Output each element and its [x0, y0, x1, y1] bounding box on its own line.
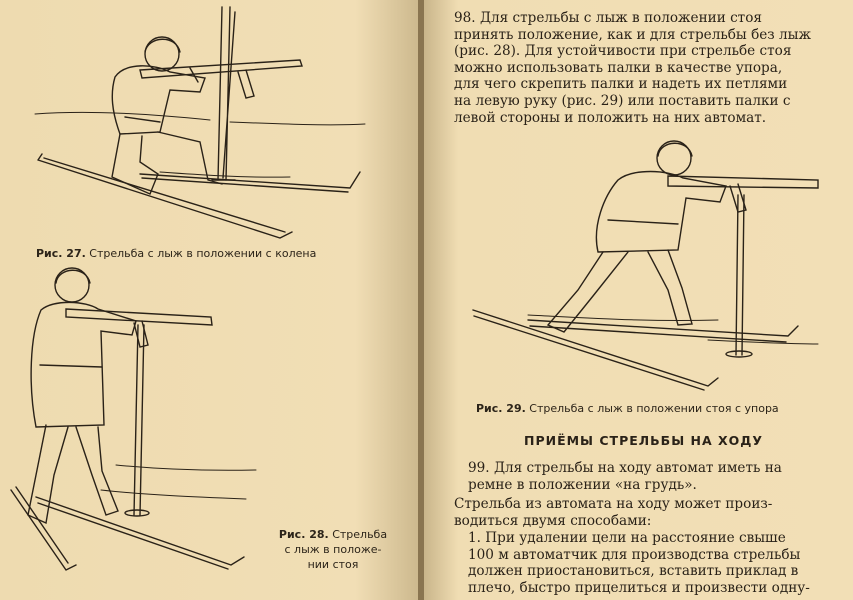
- left-page: [0, 0, 418, 600]
- figure-29-text: Стрельба с лыж в положении стоя с упора: [529, 402, 779, 415]
- figure-27-label: Рис. 27.: [36, 247, 86, 260]
- right-page: [424, 0, 853, 600]
- figure-29-caption: [476, 402, 779, 415]
- paragraph-98-line: для чего скрепить палки и надеть их петлями: [454, 76, 788, 93]
- figure-27-caption: [36, 247, 316, 260]
- paragraph-99: [468, 460, 848, 493]
- paragraph-methods-line: Стрельба из автомата на ходу может произ-: [454, 496, 773, 512]
- figure-28-label: Рис. 28.: [278, 528, 329, 541]
- paragraph-method-1-line: должен приостановиться, вставить приклад в: [468, 563, 799, 580]
- paragraph-99-line: ремне в положении «на грудь».: [468, 476, 697, 493]
- figure-28-illustration: [6, 265, 266, 585]
- paragraph-method-1-line: плечо, быстро прицелиться и произвести одну-: [468, 579, 810, 596]
- paragraph-methods: [454, 496, 849, 529]
- paragraph-98-line: 98. Для стрельбы с лыж в положении стоя: [454, 10, 762, 26]
- paragraph-method-1: [468, 530, 848, 596]
- paragraph-methods-line: водиться двумя способами:: [454, 512, 652, 529]
- figure-28-line-1: Стрельба: [332, 528, 388, 541]
- paragraph-98: [454, 10, 849, 126]
- figure-27-text: Стрельба с лыж в положении с колена: [89, 247, 317, 260]
- figure-27-illustration: [30, 2, 370, 242]
- figure-28-line-2: с лыж в положе-: [284, 543, 382, 556]
- figure-29-label: Рис. 29.: [476, 402, 526, 415]
- paragraph-method-1-line: 1. При удалении цели на расстояние свыше: [468, 530, 786, 546]
- paragraph-98-line: левой стороны и положить на них автомат.: [454, 109, 767, 126]
- paragraph-method-1-line: 100 м автоматчик для производства стрельбы: [468, 546, 801, 563]
- figure-28-caption: [264, 527, 402, 572]
- paragraph-98-line: можно использовать палки в качестве упора,: [454, 59, 783, 76]
- paragraph-98-line: принять положение, как и для стрельбы без лыж: [454, 26, 811, 43]
- figure-29-illustration: [468, 140, 828, 395]
- paragraph-98-line: на левую руку (рис. 29) или поставить палки с: [454, 92, 791, 109]
- paragraph-98-line: (рис. 28). Для устойчивости при стрельбе стоя: [454, 43, 792, 60]
- paragraph-99-line: 99. Для стрельбы на ходу автомат иметь на: [468, 460, 782, 476]
- section-title: ПРИЁМЫ СТРЕЛЬБЫ НА ХОДУ: [524, 433, 764, 448]
- figure-28-line-3: нии стоя: [307, 558, 359, 571]
